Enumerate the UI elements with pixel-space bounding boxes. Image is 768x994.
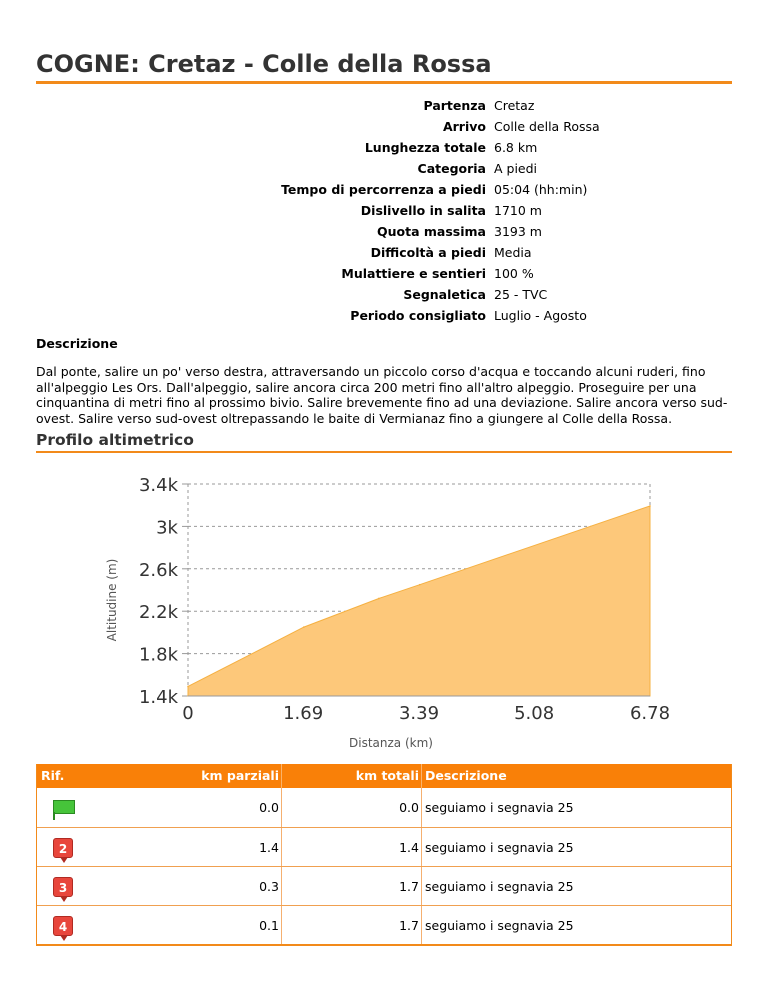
column-divider — [281, 867, 282, 905]
flag-pole — [53, 812, 55, 820]
descrizione-cell: seguiamo i segnavia 25 — [425, 800, 574, 815]
info-value: 3193 m — [494, 224, 542, 239]
km-totali-cell: 1.4 — [399, 840, 419, 855]
x-tick-label: 3.39 — [398, 703, 440, 724]
info-row — [36, 201, 732, 221]
elevation-area — [188, 506, 650, 696]
info-key: Periodo consigliato — [350, 308, 486, 323]
km-parziali-cell: 0.3 — [259, 879, 279, 894]
descrizione-cell: seguiamo i segnavia 25 — [425, 840, 574, 855]
info-value: 25 - TVC — [494, 287, 548, 302]
y-tick-label: 3.4k — [138, 475, 178, 496]
description-heading: Descrizione — [36, 336, 118, 351]
header-rif: Rif. — [41, 768, 65, 783]
waypoint-marker-icon: 4 — [53, 916, 73, 936]
info-value: 05:04 (hh:min) — [494, 182, 588, 197]
x-tick-label: 1.69 — [283, 703, 324, 724]
info-key: Arrivo — [442, 119, 486, 134]
info-value: Media — [494, 245, 532, 260]
info-value: Cretaz — [494, 98, 535, 113]
elevation-point — [303, 626, 305, 628]
info-key: Dislivello in salita — [360, 203, 486, 218]
km-parziali-cell: 1.4 — [259, 840, 279, 855]
info-key: Segnaletica — [403, 287, 486, 302]
info-row — [36, 117, 732, 137]
info-key: Difficoltà a piedi — [370, 245, 486, 260]
info-value: 100 % — [494, 266, 534, 281]
info-key: Lunghezza totale — [364, 140, 486, 155]
info-row — [36, 138, 732, 158]
km-parziali-cell: 0.0 — [259, 800, 279, 815]
info-row — [36, 264, 732, 284]
km-totali-cell: 1.7 — [399, 879, 419, 894]
table-row — [37, 905, 731, 944]
column-divider — [281, 788, 282, 827]
info-value: 6.8 km — [494, 140, 538, 155]
table-row — [37, 866, 731, 905]
info-row — [36, 159, 732, 179]
table-row — [37, 788, 731, 827]
info-row — [36, 222, 732, 242]
descrizione-cell: seguiamo i segnavia 25 — [425, 918, 574, 933]
page-title: COGNE: Cretaz - Colle della Rossa — [36, 50, 732, 84]
waypoints-header — [37, 764, 731, 788]
header-descrizione: Descrizione — [425, 768, 507, 783]
y-tick-label: 3k — [156, 517, 178, 539]
elevation-point — [378, 598, 380, 600]
profile-heading: Profilo altimetrico — [36, 431, 732, 453]
info-value: 1710 m — [494, 203, 542, 218]
column-divider — [421, 906, 422, 944]
info-key: Mulattiere e sentieri — [341, 266, 486, 281]
info-key: Categoria — [417, 161, 486, 176]
descrizione-cell: seguiamo i segnavia 25 — [425, 879, 574, 894]
info-row — [36, 243, 732, 263]
column-divider — [421, 788, 422, 827]
y-tick-label: 2.2k — [138, 602, 178, 624]
table-row — [37, 827, 731, 866]
elevation-chart — [36, 462, 736, 758]
info-value: A piedi — [494, 161, 538, 176]
x-axis-title: Distanza (km) — [349, 736, 433, 750]
km-totali-cell: 0.0 — [399, 800, 419, 815]
column-divider — [281, 906, 282, 944]
x-tick-label: 5.08 — [514, 703, 555, 724]
x-tick-label: 0 — [182, 703, 194, 724]
info-value: Luglio - Agosto — [494, 308, 587, 323]
header-km-totali: km totali — [355, 768, 419, 783]
waypoint-marker-icon: 3 — [53, 877, 73, 897]
header-km-parziali: km parziali — [201, 768, 279, 783]
elevation-point — [187, 686, 189, 688]
column-divider — [421, 867, 422, 905]
elevation-point — [419, 584, 421, 586]
info-key: Partenza — [423, 98, 486, 113]
info-row — [36, 180, 732, 200]
waypoint-marker-icon: 2 — [53, 838, 73, 858]
info-row — [36, 306, 732, 326]
y-tick-label: 1.4k — [138, 687, 178, 708]
elevation-point — [649, 505, 651, 507]
y-tick-label: 2.6k — [138, 559, 178, 581]
info-value: Colle della Rossa — [494, 119, 600, 134]
info-row — [36, 285, 732, 305]
column-divider — [281, 828, 282, 866]
description-text: Dal ponte, salire un po' verso destra, attraversando un piccolo corso d'acqua e toccando alcuni ruderi, fino all'alpeggio Les Ors. Dall'alpeggio, salire ancora circa 200 metri fino all'altro alpeggio. Proseguire per una cinquantina di metri fino al prossimo bivio. Salire brevemente fino ad una deviazione. Salire ancora verso sud-ovest. Salire verso sud-ovest oltrepassando le baite di Vermianaz fino a giungere al Colle della Rossa. — [36, 364, 728, 426]
info-key: Tempo di percorrenza a piedi — [281, 182, 486, 197]
y-axis-title: Altitudine (m) — [105, 558, 119, 642]
x-tick-label: 6.78 — [629, 703, 671, 724]
column-divider — [421, 828, 422, 866]
info-row — [36, 96, 732, 116]
waypoints-table — [36, 764, 732, 946]
start-flag-icon — [53, 800, 75, 814]
km-totali-cell: 1.7 — [399, 918, 419, 933]
info-key: Quota massima — [377, 224, 486, 239]
y-tick-label: 1.8k — [138, 644, 178, 666]
km-parziali-cell: 0.1 — [259, 918, 279, 933]
